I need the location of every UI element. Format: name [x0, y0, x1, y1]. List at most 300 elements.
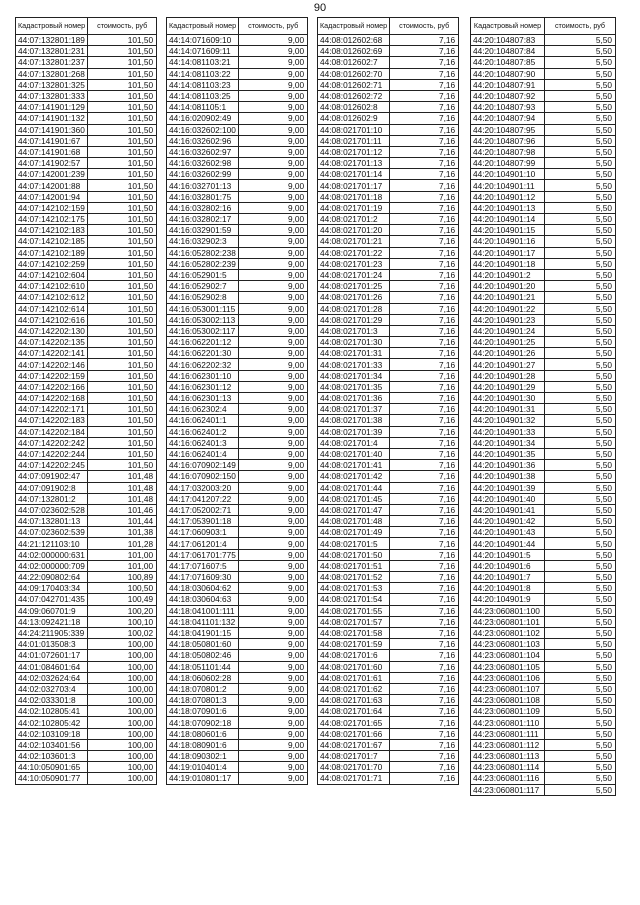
- table-row: [167, 762, 308, 773]
- header-cadastral-number: Кадастровый номер: [167, 18, 239, 35]
- cost-cell: 100,00: [88, 751, 157, 762]
- table-header-row: [318, 18, 459, 35]
- table-row: [16, 102, 157, 113]
- cadastral-number-cell: 44:08:021701:52: [318, 572, 390, 583]
- cadastral-number-cell: 44:08:021701:13: [318, 158, 390, 169]
- table-row: [318, 124, 459, 135]
- table-row: [318, 359, 459, 370]
- cost-cell: 7,16: [390, 650, 459, 661]
- cadastral-number-cell: 44:19:010401:4: [167, 762, 239, 773]
- cost-cell: 9,00: [239, 672, 308, 683]
- cost-cell: 101,00: [88, 560, 157, 571]
- cost-cell: 7,16: [390, 158, 459, 169]
- cadastral-number-cell: 44:08:021701:14: [318, 169, 390, 180]
- cost-cell: 9,00: [239, 180, 308, 191]
- table-row: [471, 739, 616, 750]
- cadastral-number-cell: 44:23:060801:117: [471, 784, 545, 795]
- cadastral-number-cell: 44:16:070902:149: [167, 460, 239, 471]
- cost-cell: 9,00: [239, 695, 308, 706]
- cost-cell: 101,50: [88, 68, 157, 79]
- cost-cell: 9,00: [239, 448, 308, 459]
- table-row: [167, 158, 308, 169]
- cost-cell: 7,16: [390, 448, 459, 459]
- cost-cell: 9,00: [239, 482, 308, 493]
- table-row: [471, 225, 616, 236]
- cadastral-number-cell: 44:08:021701:35: [318, 381, 390, 392]
- cost-cell: 5,50: [545, 46, 616, 57]
- cost-cell: 5,50: [545, 717, 616, 728]
- table-row: [471, 773, 616, 784]
- cadastral-number-cell: 44:20:104901:28: [471, 370, 545, 381]
- cadastral-number-cell: 44:08:012602:68: [318, 35, 390, 46]
- cadastral-number-cell: 44:07:132801:231: [16, 46, 88, 57]
- table-row: [318, 695, 459, 706]
- cadastral-number-cell: 44:16:032802:16: [167, 202, 239, 213]
- cost-cell: 100,00: [88, 773, 157, 784]
- cost-cell: 9,00: [239, 247, 308, 258]
- cost-cell: 100,20: [88, 605, 157, 616]
- cadastral-number-cell: 44:02:033301:8: [16, 695, 88, 706]
- table-row: [471, 784, 616, 795]
- table-row: [471, 728, 616, 739]
- table-row: [167, 113, 308, 124]
- cost-cell: 101,50: [88, 102, 157, 113]
- cadastral-number-cell: 44:08:021701:12: [318, 146, 390, 157]
- cadastral-number-cell: 44:08:021701:71: [318, 773, 390, 784]
- cost-cell: 5,50: [545, 605, 616, 616]
- cadastral-number-cell: 44:18:030604:62: [167, 583, 239, 594]
- table-row: [16, 728, 157, 739]
- cost-cell: 101,50: [88, 135, 157, 146]
- cadastral-number-cell: 44:16:032901:59: [167, 225, 239, 236]
- table-row: [471, 46, 616, 57]
- table-row: [318, 258, 459, 269]
- cost-cell: 101,50: [88, 113, 157, 124]
- cadastral-number-cell: 44:16:032802:17: [167, 214, 239, 225]
- table-row: [16, 236, 157, 247]
- table-row: [318, 202, 459, 213]
- cadastral-number-cell: 44:07:142102:175: [16, 214, 88, 225]
- cost-cell: 7,16: [390, 102, 459, 113]
- cadastral-number-cell: 44:07:142001:94: [16, 191, 88, 202]
- cost-cell: 101,50: [88, 258, 157, 269]
- cost-cell: 7,16: [390, 113, 459, 124]
- cadastral-number-cell: 44:08:021701:33: [318, 359, 390, 370]
- cadastral-number-cell: 44:07:132801:333: [16, 90, 88, 101]
- cadastral-number-cell: 44:14:071609:11: [167, 46, 239, 57]
- cadastral-number-cell: 44:16:062301:13: [167, 393, 239, 404]
- cadastral-number-cell: 44:20:104901:34: [471, 437, 545, 448]
- table-row: [318, 370, 459, 381]
- cost-cell: 5,50: [545, 751, 616, 762]
- table-row: [471, 538, 616, 549]
- cost-cell: 9,00: [239, 225, 308, 236]
- table-row: [471, 650, 616, 661]
- cost-cell: 5,50: [545, 102, 616, 113]
- cost-cell: 7,16: [390, 281, 459, 292]
- cost-cell: 9,00: [239, 337, 308, 348]
- cost-cell: 7,16: [390, 751, 459, 762]
- cost-cell: 5,50: [545, 269, 616, 280]
- cadastral-number-cell: 44:17:061201:4: [167, 538, 239, 549]
- table-row: [471, 627, 616, 638]
- table-row: [16, 460, 157, 471]
- cadastral-number-cell: 44:20:104807:99: [471, 158, 545, 169]
- cost-cell: 7,16: [390, 348, 459, 359]
- table-row: [471, 549, 616, 560]
- table-row: [471, 359, 616, 370]
- table-row: [318, 437, 459, 448]
- table-row: [16, 303, 157, 314]
- cadastral-number-cell: 44:18:080601:6: [167, 728, 239, 739]
- cadastral-number-cell: 44:07:142102:610: [16, 281, 88, 292]
- cost-cell: 7,16: [390, 90, 459, 101]
- cadastral-number-cell: 44:14:081105:1: [167, 102, 239, 113]
- table-row: [16, 404, 157, 415]
- table-row: [318, 169, 459, 180]
- cadastral-number-cell: 44:07:141901:132: [16, 113, 88, 124]
- header-cost: стоимость, руб: [88, 18, 157, 35]
- cost-cell: 9,00: [239, 639, 308, 650]
- cadastral-number-cell: 44:07:142102:189: [16, 247, 88, 258]
- cost-cell: 7,16: [390, 739, 459, 750]
- cadastral-number-cell: 44:07:023602:528: [16, 504, 88, 515]
- table-row: [471, 572, 616, 583]
- cost-cell: 100,00: [88, 739, 157, 750]
- cost-cell: 100,02: [88, 627, 157, 638]
- cadastral-number-cell: 44:08:021701:58: [318, 627, 390, 638]
- cost-cell: 101,50: [88, 236, 157, 247]
- cadastral-number-cell: 44:14:081103:22: [167, 68, 239, 79]
- cost-cell: 5,50: [545, 650, 616, 661]
- table-row: [167, 135, 308, 146]
- cadastral-number-cell: 44:08:012602:7: [318, 57, 390, 68]
- table-row: [167, 538, 308, 549]
- cadastral-number-cell: 44:02:102805:41: [16, 706, 88, 717]
- cost-cell: 9,00: [239, 90, 308, 101]
- cadastral-number-cell: 44:08:012602:9: [318, 113, 390, 124]
- cadastral-number-cell: 44:18:070902:18: [167, 717, 239, 728]
- cadastral-number-cell: 44:18:050802:46: [167, 650, 239, 661]
- cadastral-number-cell: 44:16:020902:49: [167, 113, 239, 124]
- table-row: [471, 762, 616, 773]
- cost-cell: 7,16: [390, 236, 459, 247]
- cadastral-number-cell: 44:07:142102:183: [16, 225, 88, 236]
- cost-cell: 7,16: [390, 504, 459, 515]
- cadastral-number-cell: 44:16:062202:32: [167, 359, 239, 370]
- cost-cell: 7,16: [390, 695, 459, 706]
- cadastral-number-cell: 44:08:021701:54: [318, 594, 390, 605]
- cost-cell: 7,16: [390, 337, 459, 348]
- cadastral-number-cell: 44:08:021701:44: [318, 482, 390, 493]
- table-row: [16, 158, 157, 169]
- cost-cell: 5,50: [545, 292, 616, 303]
- table-row: [471, 594, 616, 605]
- cadastral-number-cell: 44:16:062201:12: [167, 337, 239, 348]
- cadastral-number-cell: 44:23:060801:116: [471, 773, 545, 784]
- cadastral-number-cell: 44:17:071607:5: [167, 560, 239, 571]
- table-row: [471, 415, 616, 426]
- table-row: [167, 370, 308, 381]
- cost-cell: 101,50: [88, 448, 157, 459]
- cadastral-number-cell: 44:08:012602:72: [318, 90, 390, 101]
- cadastral-number-cell: 44:16:032902:3: [167, 236, 239, 247]
- cost-cell: 9,00: [239, 560, 308, 571]
- table-row: [471, 426, 616, 437]
- cost-cell: 101,50: [88, 79, 157, 90]
- cadastral-number-cell: 44:20:104901:14: [471, 214, 545, 225]
- cost-cell: 7,16: [390, 538, 459, 549]
- table-row: [471, 661, 616, 672]
- table-row: [167, 325, 308, 336]
- cost-cell: 5,50: [545, 57, 616, 68]
- cost-cell: 5,50: [545, 225, 616, 236]
- cadastral-number-cell: 44:18:051101:44: [167, 661, 239, 672]
- table-row: [16, 482, 157, 493]
- cadastral-number-cell: 44:23:060801:102: [471, 627, 545, 638]
- cadastral-number-cell: 44:02:103401:56: [16, 739, 88, 750]
- cadastral-number-cell: 44:07:042701:435: [16, 594, 88, 605]
- cadastral-number-cell: 44:07:142102:185: [16, 236, 88, 247]
- table-row: [16, 683, 157, 694]
- cost-cell: 101,50: [88, 359, 157, 370]
- cadastral-number-cell: 44:08:021701:36: [318, 393, 390, 404]
- cadastral-number-cell: 44:08:021701:62: [318, 683, 390, 694]
- cadastral-number-cell: 44:16:062401:4: [167, 448, 239, 459]
- table-row: [471, 527, 616, 538]
- cost-cell: 7,16: [390, 247, 459, 258]
- cadastral-number-cell: 44:23:060801:113: [471, 751, 545, 762]
- cost-cell: 9,00: [239, 572, 308, 583]
- table-row: [167, 739, 308, 750]
- table-row: [471, 236, 616, 247]
- cadastral-number-cell: 44:08:021701:24: [318, 269, 390, 280]
- cadastral-number-cell: 44:07:142102:259: [16, 258, 88, 269]
- table-row: [318, 616, 459, 627]
- cadastral-number-cell: 44:07:132801:237: [16, 57, 88, 68]
- table-row: [318, 538, 459, 549]
- table-row: [471, 381, 616, 392]
- header-cadastral-number: Кадастровый номер: [318, 18, 390, 35]
- cost-cell: 5,50: [545, 504, 616, 515]
- table-row: [167, 236, 308, 247]
- cost-cell: 100,00: [88, 728, 157, 739]
- cadastral-number-cell: 44:20:104901:24: [471, 325, 545, 336]
- cadastral-number-cell: 44:08:021701:65: [318, 717, 390, 728]
- table-row: [318, 381, 459, 392]
- table-row: [318, 572, 459, 583]
- table-row: [16, 57, 157, 68]
- table-row: [167, 180, 308, 191]
- cadastral-number-cell: 44:07:142102:616: [16, 314, 88, 325]
- table-row: [471, 102, 616, 113]
- cost-cell: 9,00: [239, 102, 308, 113]
- table-row: [318, 57, 459, 68]
- table-row: [16, 146, 157, 157]
- cost-cell: 5,50: [545, 762, 616, 773]
- table-row: [16, 739, 157, 750]
- table-row: [16, 448, 157, 459]
- cost-cell: 9,00: [239, 650, 308, 661]
- table-row: [318, 460, 459, 471]
- cadastral-number-cell: 44:02:032624:64: [16, 672, 88, 683]
- cadastral-number-cell: 44:07:142102:604: [16, 269, 88, 280]
- cost-cell: 5,50: [545, 460, 616, 471]
- cost-cell: 9,00: [239, 269, 308, 280]
- cadastral-number-cell: 44:08:021701:40: [318, 448, 390, 459]
- cadastral-table-4: [470, 17, 616, 796]
- cadastral-number-cell: 44:07:132801:13: [16, 516, 88, 527]
- cadastral-number-cell: 44:20:104901:5: [471, 549, 545, 560]
- table-row: [167, 661, 308, 672]
- cadastral-number-cell: 44:16:052802:239: [167, 258, 239, 269]
- table-row: [16, 504, 157, 515]
- cadastral-number-cell: 44:13:092421:18: [16, 616, 88, 627]
- cadastral-number-cell: 44:18:090302:1: [167, 751, 239, 762]
- table-row: [16, 627, 157, 638]
- header-cost: стоимость, руб: [239, 18, 308, 35]
- cost-cell: 9,00: [239, 325, 308, 336]
- cadastral-number-cell: 44:07:132801:325: [16, 79, 88, 90]
- table-row: [318, 292, 459, 303]
- table-row: [16, 124, 157, 135]
- cost-cell: 5,50: [545, 90, 616, 101]
- cadastral-number-cell: 44:07:141901:67: [16, 135, 88, 146]
- cadastral-number-cell: 44:23:060801:108: [471, 695, 545, 706]
- cadastral-number-cell: 44:14:081103:25: [167, 90, 239, 101]
- cadastral-number-cell: 44:08:021701:7: [318, 751, 390, 762]
- cadastral-number-cell: 44:16:032602:99: [167, 169, 239, 180]
- cadastral-number-cell: 44:08:021701:70: [318, 762, 390, 773]
- cadastral-number-cell: 44:08:021701:21: [318, 236, 390, 247]
- cadastral-number-cell: 44:10:050901:65: [16, 762, 88, 773]
- table-row: [167, 549, 308, 560]
- table-row: [16, 538, 157, 549]
- cadastral-number-cell: 44:08:021701:19: [318, 202, 390, 213]
- cadastral-number-cell: 44:02:103109:18: [16, 728, 88, 739]
- cost-cell: 101,50: [88, 393, 157, 404]
- cost-cell: 101,50: [88, 90, 157, 101]
- table-row: [318, 773, 459, 784]
- cost-cell: 5,50: [545, 516, 616, 527]
- cadastral-number-cell: 44:20:104901:17: [471, 247, 545, 258]
- table-row: [471, 404, 616, 415]
- cost-cell: 100,00: [88, 661, 157, 672]
- table-row: [471, 695, 616, 706]
- table-row: [318, 583, 459, 594]
- cadastral-number-cell: 44:20:104807:90: [471, 68, 545, 79]
- cost-cell: 101,50: [88, 158, 157, 169]
- cost-cell: 5,50: [545, 124, 616, 135]
- table-row: [167, 471, 308, 482]
- cost-cell: 5,50: [545, 180, 616, 191]
- header-cadastral-number: Кадастровый номер: [16, 18, 88, 35]
- cost-cell: 9,00: [239, 739, 308, 750]
- cadastral-number-cell: 44:20:104901:7: [471, 572, 545, 583]
- cadastral-number-cell: 44:20:104901:18: [471, 258, 545, 269]
- cadastral-number-cell: 44:16:032602:98: [167, 158, 239, 169]
- cadastral-number-cell: 44:09:060701:9: [16, 605, 88, 616]
- header-cost: стоимость, руб: [390, 18, 459, 35]
- cadastral-number-cell: 44:07:141901:68: [16, 146, 88, 157]
- cost-cell: 101,50: [88, 437, 157, 448]
- table-row: [318, 560, 459, 571]
- cadastral-number-cell: 44:08:021701:64: [318, 706, 390, 717]
- cadastral-number-cell: 44:20:104807:83: [471, 35, 545, 46]
- table-row: [318, 482, 459, 493]
- table-row: [471, 751, 616, 762]
- table-row: [167, 57, 308, 68]
- cadastral-number-cell: 44:08:021701:67: [318, 739, 390, 750]
- table-row: [318, 35, 459, 46]
- cost-cell: 7,16: [390, 594, 459, 605]
- cost-cell: 7,16: [390, 146, 459, 157]
- cadastral-number-cell: 44:16:062301:12: [167, 381, 239, 392]
- cost-cell: 100,00: [88, 639, 157, 650]
- cost-cell: 9,00: [239, 281, 308, 292]
- cadastral-number-cell: 44:08:021701:55: [318, 605, 390, 616]
- cost-cell: 9,00: [239, 527, 308, 538]
- cadastral-number-cell: 44:20:104901:35: [471, 448, 545, 459]
- table-row: [318, 102, 459, 113]
- cost-cell: 9,00: [239, 437, 308, 448]
- table-row: [16, 672, 157, 683]
- cadastral-number-cell: 44:07:141901:129: [16, 102, 88, 113]
- cost-cell: 101,50: [88, 314, 157, 325]
- cadastral-number-cell: 44:23:060801:103: [471, 639, 545, 650]
- table-row: [318, 549, 459, 560]
- cadastral-number-cell: 44:07:142102:612: [16, 292, 88, 303]
- cost-cell: 5,50: [545, 381, 616, 392]
- cost-cell: 9,00: [239, 35, 308, 46]
- cadastral-number-cell: 44:20:104901:29: [471, 381, 545, 392]
- cadastral-number-cell: 44:07:141901:360: [16, 124, 88, 135]
- cost-cell: 101,50: [88, 460, 157, 471]
- cost-cell: 9,00: [239, 303, 308, 314]
- cadastral-number-cell: 44:20:104807:91: [471, 79, 545, 90]
- cost-cell: 100,00: [88, 683, 157, 694]
- cadastral-number-cell: 44:08:021701:38: [318, 415, 390, 426]
- cadastral-number-cell: 44:20:104807:95: [471, 124, 545, 135]
- table-row: [16, 605, 157, 616]
- cadastral-number-cell: 44:08:021701:45: [318, 493, 390, 504]
- table-row: [167, 672, 308, 683]
- table-row: [16, 773, 157, 784]
- cost-cell: 9,00: [239, 236, 308, 247]
- cost-cell: 101,48: [88, 493, 157, 504]
- cost-cell: 101,50: [88, 191, 157, 202]
- cost-cell: 9,00: [239, 124, 308, 135]
- cost-cell: 100,10: [88, 616, 157, 627]
- table-row: [167, 616, 308, 627]
- table-row: [167, 348, 308, 359]
- cost-cell: 9,00: [239, 751, 308, 762]
- cost-cell: 7,16: [390, 773, 459, 784]
- table-row: [167, 717, 308, 728]
- cost-cell: 9,00: [239, 404, 308, 415]
- table-row: [16, 247, 157, 258]
- table-row: [471, 516, 616, 527]
- table-row: [16, 393, 157, 404]
- cadastral-number-cell: 44:08:021701:25: [318, 281, 390, 292]
- cadastral-number-cell: 44:16:070902:150: [167, 471, 239, 482]
- table-header-row: [16, 18, 157, 35]
- cost-cell: 101,48: [88, 482, 157, 493]
- table-row: [167, 627, 308, 638]
- cadastral-number-cell: 44:10:050901:77: [16, 773, 88, 784]
- cost-cell: 5,50: [545, 247, 616, 258]
- cadastral-number-cell: 44:08:021701:59: [318, 639, 390, 650]
